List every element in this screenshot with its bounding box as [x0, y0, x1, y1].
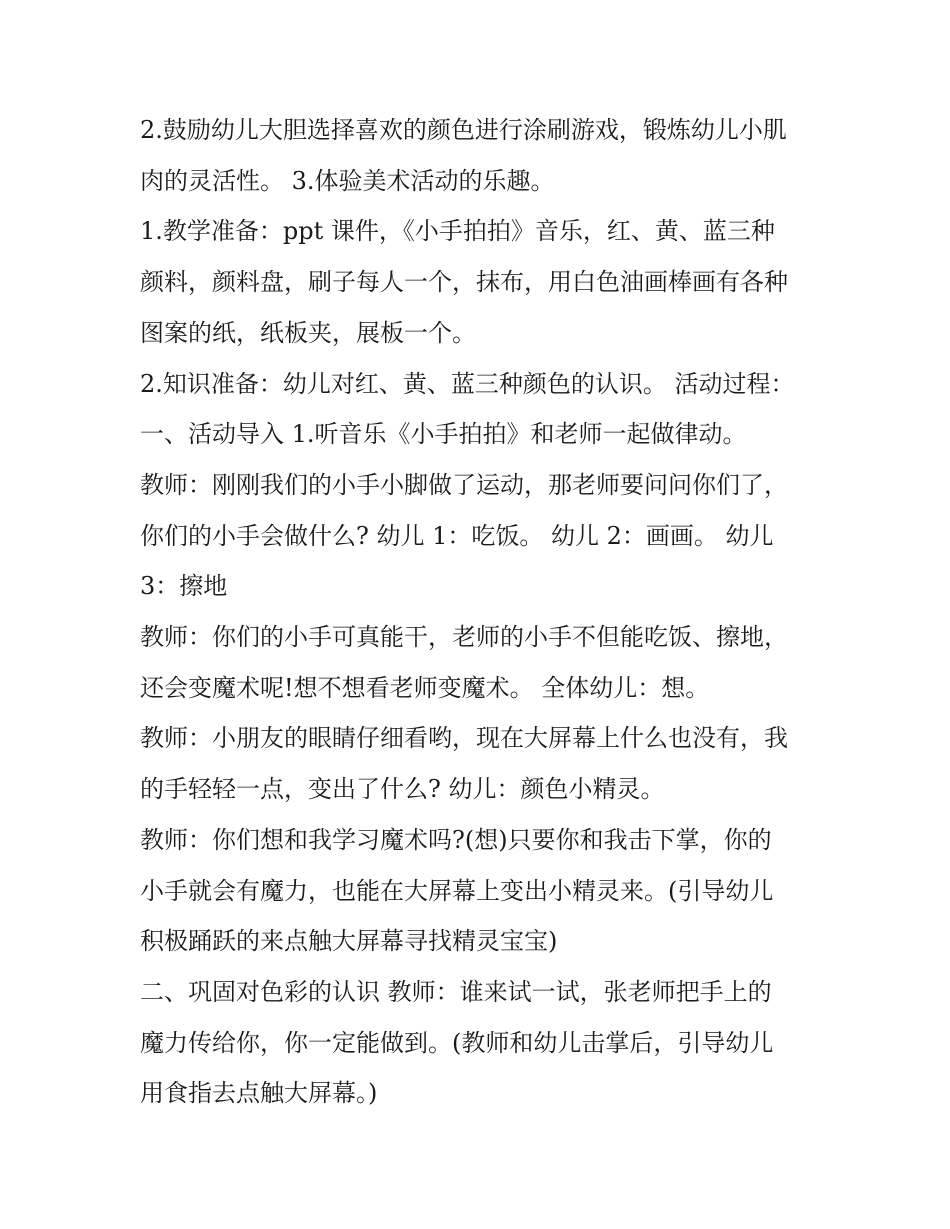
text-line: 1.教学准备：ppt 课件，《小手拍拍》音乐，红、黄、蓝三种 [140, 217, 775, 246]
text-line: 教师：你们的小手可真能干，老师的小手不但能吃饭、擦地， [140, 623, 788, 652]
text-line: 2.知识准备：幼儿对红、黄、蓝三种颜色的认识。 活动过程： [140, 369, 795, 398]
text-line: 肉的灵活性。 3.体验美术活动的乐趣。 [140, 166, 555, 195]
text-line: 教师：小朋友的眼睛仔细看哟，现在大屏幕上什么也没有，我 [140, 724, 788, 753]
text-line: 颜料，颜料盘，刷子每人一个，抹布，用白色油画棒画有各种 [140, 268, 788, 297]
text-line: 魔力传给你，你一定能做到。(教师和幼儿击掌后，引导幼儿 [140, 1028, 774, 1057]
document-body [140, 105, 820, 1119]
text-line: 2.鼓励幼儿大胆选择喜欢的颜色进行涂刷游戏，锻炼幼儿小肌 [140, 116, 787, 144]
text-line: 一、活动导入 1.听音乐《小手拍拍》和老师一起做律动。 [140, 420, 747, 449]
text-line: 的手轻轻一点，变出了什么? 幼儿：颜色小精灵。 [140, 775, 665, 804]
text-line: 图案的纸，纸板夹，展板一个。 [140, 318, 476, 347]
text-line: 你们的小手会做什么? 幼儿 1：吃饭。 幼儿 2：画画。 幼儿 [140, 521, 774, 550]
text-line: 教师：你们想和我学习魔术吗?(想)只要你和我击下掌，你的 [140, 825, 772, 854]
text-line: 3：擦地 [140, 572, 228, 601]
text-line: 积极踊跃的来点触大屏幕寻找精灵宝宝) [140, 927, 558, 956]
text-line: 二、巩固对色彩的认识 教师：谁来试一试，张老师把手上的 [140, 977, 772, 1006]
text-line: 还会变魔术呢!想不想看老师变魔术。 全体幼儿：想。 [140, 673, 710, 702]
text-line: 小手就会有魔力，也能在大屏幕上变出小精灵来。(引导幼儿 [140, 876, 774, 905]
text-line: 用食指去点触大屏幕。) [140, 1079, 378, 1108]
text-line: 教师：刚刚我们的小手小脚做了运动，那老师要问问你们了， [140, 470, 788, 499]
